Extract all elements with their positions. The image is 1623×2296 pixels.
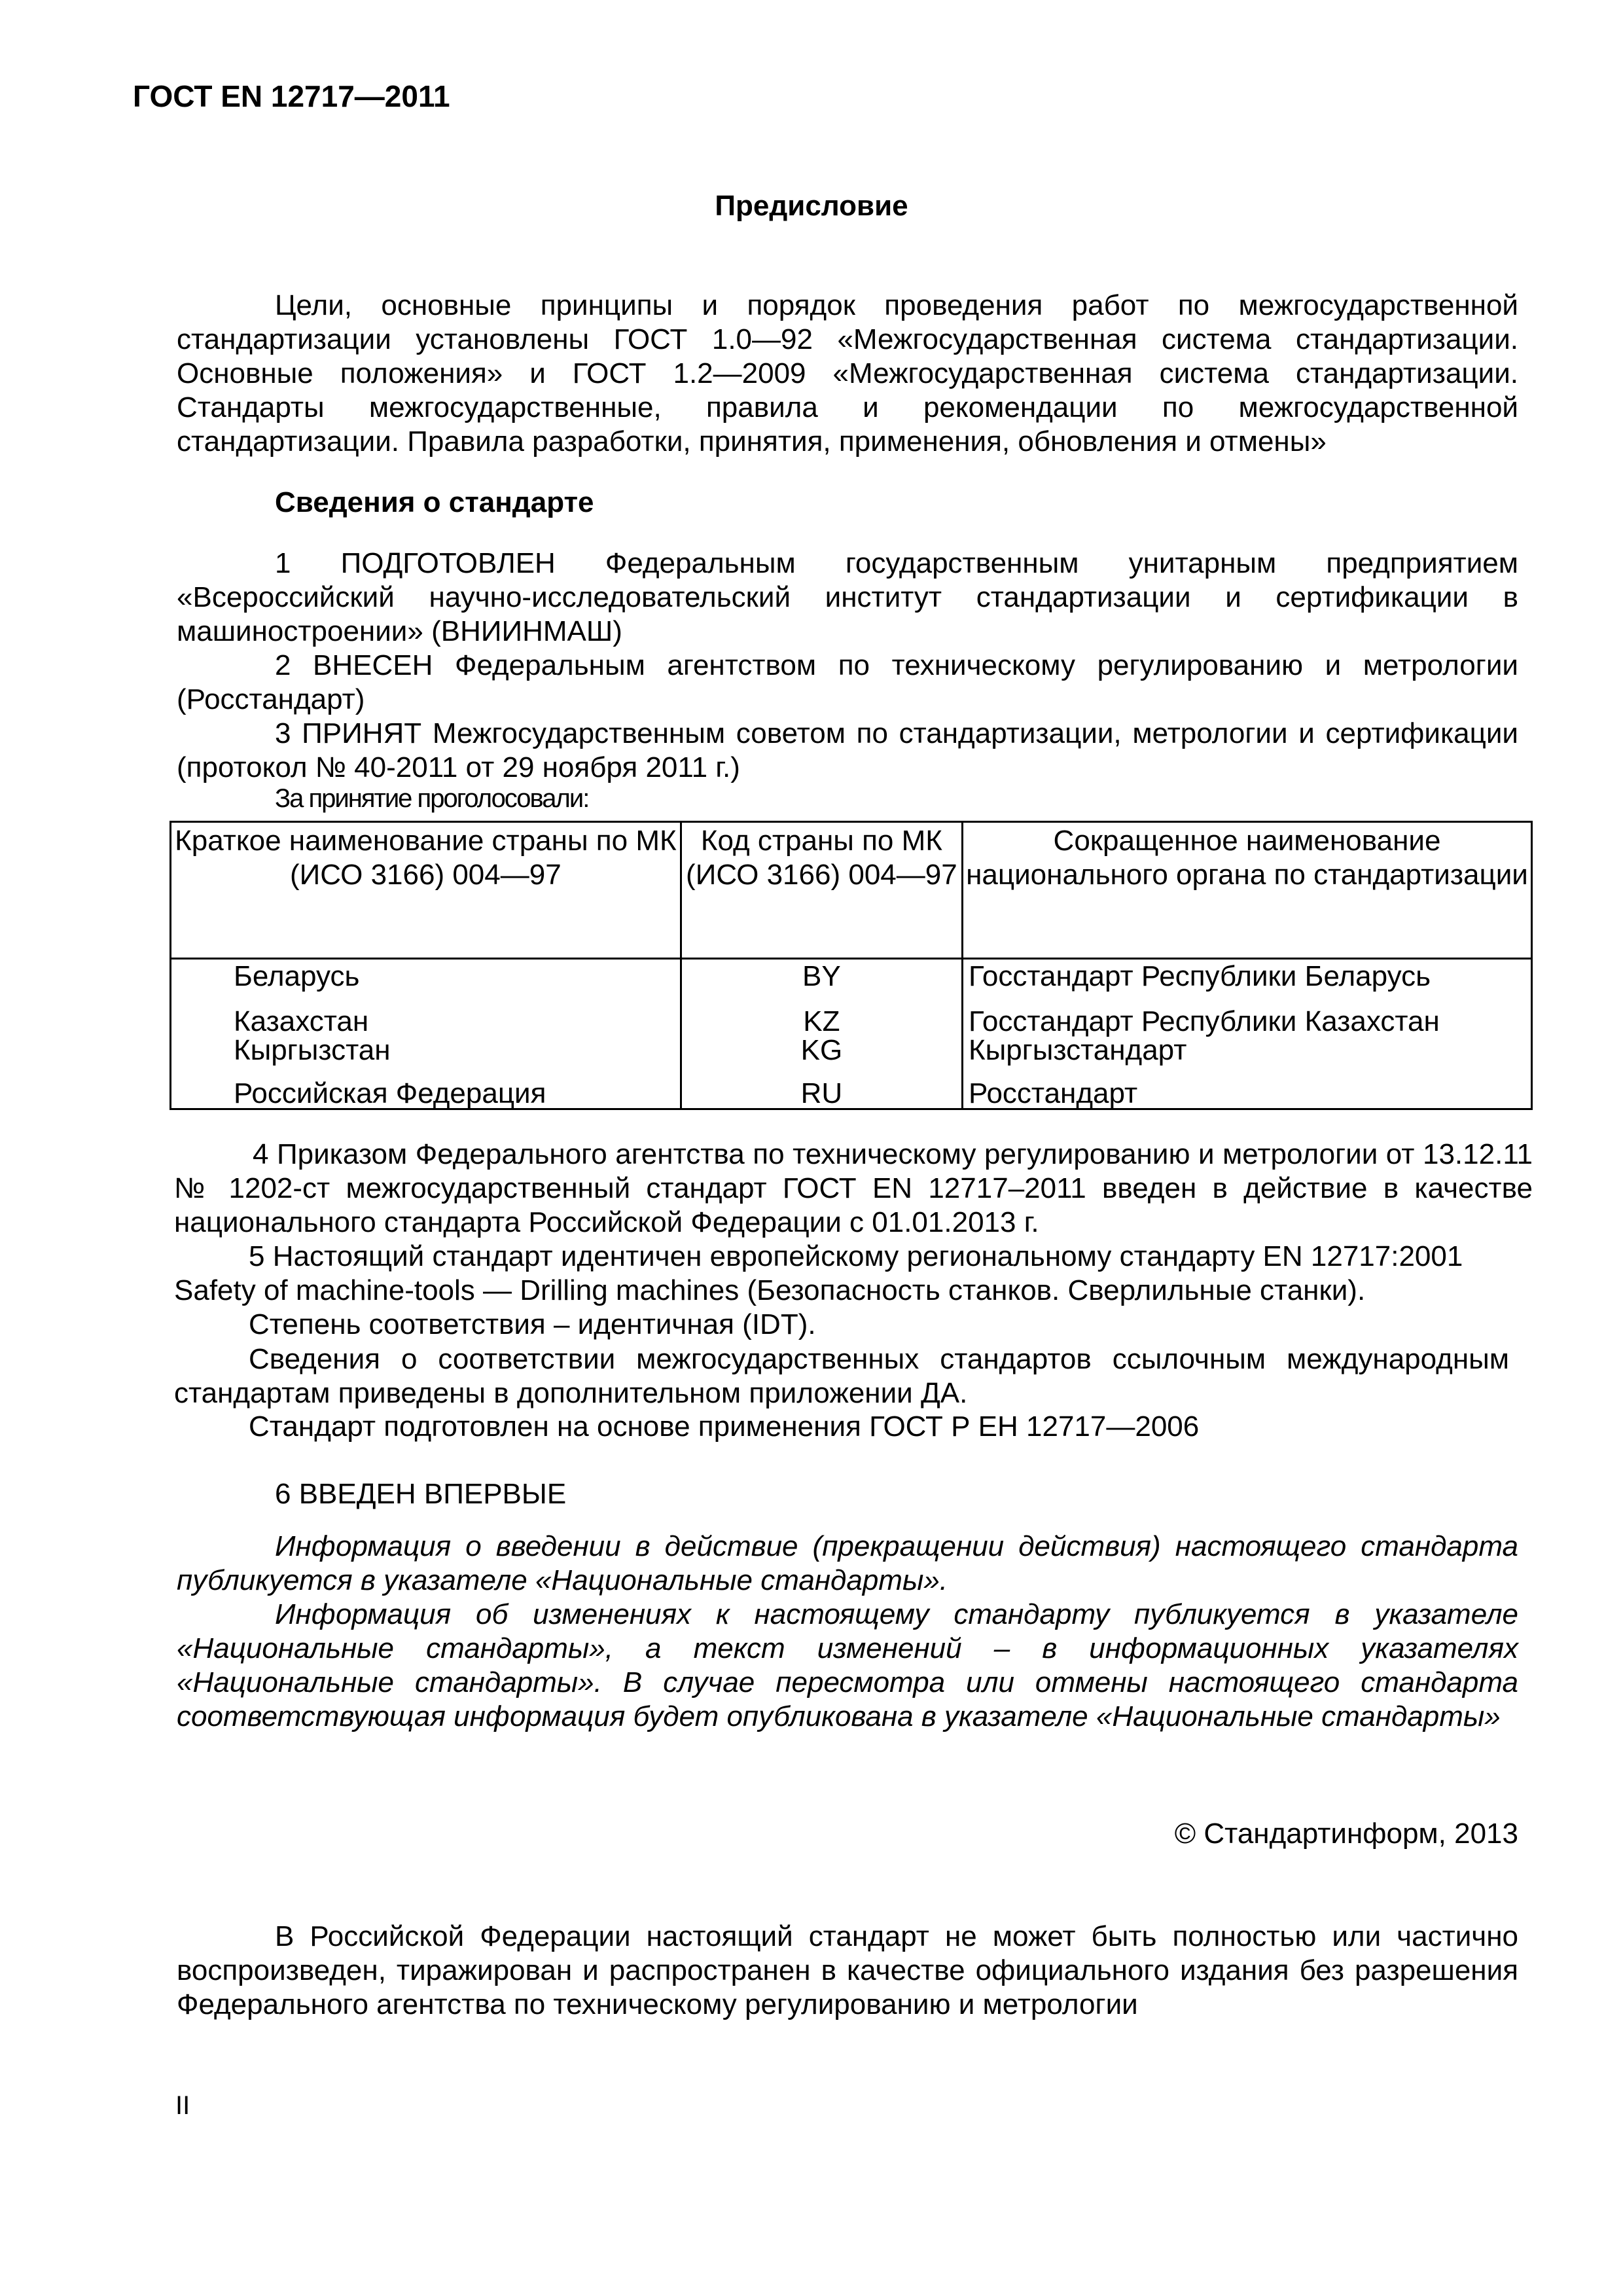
info-paragraph-1: Информация о введении в действие (прекращении действия) настоящего стандарта публикуется в указателе «Национальные стандарты». [177,1530,1518,1596]
item-4: 4 Приказом Федерального агентства по техническому регулированию и метрологии от 13.12.11 № 1202-ст межгосударственный стандарт ГОСТ EN 12717–2011 введен в действие в качестве национального стандарта Российской Федерации с 01.01.2013 г. [174,1138,1533,1238]
table-header-code: Код страны по МК (ИСО 3166) 004—97 [681,822,962,959]
table-cell-body: Росстандарт [963,1079,1532,1109]
table-cell-code: KZ [681,1007,962,1036]
item-3: 3 ПРИНЯТ Межгосударственным советом по стандартизации, метрологии и сертификации (протокол № 40-2011 от 29 ноября 2011 г.) [177,717,1518,783]
table-cell-code: BY [681,959,962,1007]
item-1: 1 ПОДГОТОВЛЕН Федеральным государственным унитарным предприятием «Всероссийский научно-исследовательский институт стандартизации и сертификации в машиностроении» (ВНИИНМАШ) [177,547,1518,647]
table-cell-country: Российская Федерация [171,1079,681,1109]
item-2: 2 ВНЕСЕН Федеральным агентством по техническому регулированию и метрологии (Росстандарт) [177,649,1518,715]
countries-table [169,821,1533,1110]
table-cell-body: Госстандарт Республики Беларусь [963,959,1532,1007]
info-paragraph-2: Информация об изменениях к настоящему стандарту публикуется в указателе «Национальные стандарты», а текст изменений – в информационных указателях «Национальные стандарты». В случае пересмотра или отмены настоящего стандарта соответствующая информация будет опубликована в указателе «Национальные стандарты» [177,1598,1518,1732]
table-cell-country: Кыргызстан [171,1036,681,1079]
table-cell-country: Беларусь [171,959,681,1007]
item-5-line-2: Safety of machine-tools — Drilling machines (Безопасность станков. Сверлильные станки). [174,1274,1366,1306]
table-row [171,1007,1532,1036]
table-header-body: Сокращенное наименование национального органа по стандартизации [963,822,1532,959]
table-row [171,959,1532,1007]
notice-paragraph: В Российской Федерации настоящий стандарт не может быть полностью или частично воспроизведен, тиражирован и распространен в качестве официального издания без разрешения Федерального агентства по техническому регулированию и метрологии [177,1920,1518,2020]
voted-label: За принятие проголосовали: [275,784,589,813]
table-row [171,1036,1532,1079]
table-cell-code: KG [681,1036,962,1079]
table-cell-country: Казахстан [171,1007,681,1036]
copyright: © Стандартинформ, 2013 [1174,1818,1518,1850]
item-5-line-3: Степень соответствия – идентичная (IDT). [249,1308,816,1340]
table-row [171,1079,1532,1109]
table-header-row [171,822,1532,959]
page-number: II [175,2091,190,2120]
item-5-line-4: Сведения о соответствии межгосударственных стандартов ссылочным международным стандартам приведены в дополнительном приложении ДА. [174,1343,1509,1409]
item-6: 6 ВВЕДЕН ВПЕРВЫЕ [275,1478,567,1510]
section-title: Предисловие [715,190,908,222]
table-cell-code: RU [681,1079,962,1109]
intro-paragraph: Цели, основные принципы и порядок проведения работ по межгосударственной стандартизации установлены ГОСТ 1.0—92 «Межгосударственная система стандартизации. Основные положения» и ГОСТ 1.2—2009 «Межгосударственная система стандартизации. Стандарты межгосударственные, правила и рекомендации по межгосударственной стандартизации. Правила разработки, принятия, применения, обновления и отмены» [177,289,1518,457]
table-cell-body: Госстандарт Республики Казахстан [963,1007,1532,1036]
item-5-line-5: Стандарт подготовлен на основе применения ГОСТ Р ЕН 12717—2006 [249,1410,1200,1443]
table-header-country: Краткое наименование страны по МК (ИСО 3166) 004—97 [171,822,681,959]
document-header: ГОСТ EN 12717—2011 [133,79,450,113]
subsection-title: Сведения о стандарте [275,486,594,518]
table-cell-body: Кыргызстандарт [963,1036,1532,1079]
item-5-line-1: 5 Настоящий стандарт идентичен европейскому региональному стандарту EN 12717:2001 [249,1240,1463,1272]
